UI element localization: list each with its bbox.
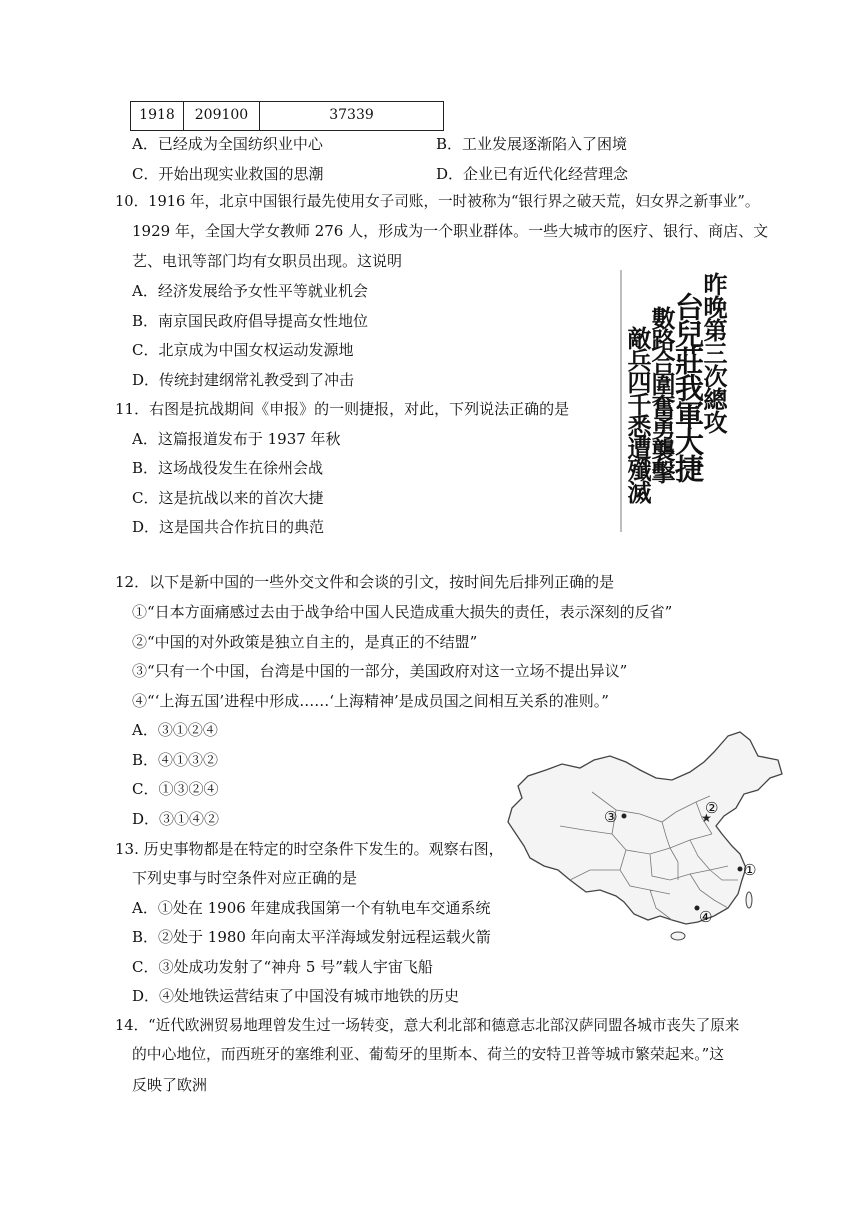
q10-stem-line-1: 10．1916 年，北京中国银行最先使用女子司账，一时被称为“银行界之破天荒，妇女界之新事业”。 xyxy=(115,193,760,210)
newspaper-clipping xyxy=(620,270,727,532)
q12-quote-4: ④“‘上海五国’进程中形成……‘上海精神’是成员国之间相互关系的准则。” xyxy=(132,692,609,710)
table-cell-value-1: 209100 xyxy=(184,102,260,130)
q12-option-a: A．③①②④ xyxy=(132,721,218,739)
map-marker-2: ② xyxy=(705,799,719,817)
table-cell-value-2: 37339 xyxy=(329,107,374,123)
hainan-island xyxy=(671,932,685,940)
q12-quote-3: ③“只有一个中国，台湾是中国的一部分，美国政府对这一立场不提出异议” xyxy=(132,662,628,680)
headline-col-1: 昨晚第三次總攻 xyxy=(699,272,727,433)
china-map xyxy=(500,730,785,945)
q9-option-c: C．开始出现实业救国的思潮 xyxy=(132,165,324,183)
q13-option-b: B．②处于 1980 年向南太平洋海域发射远程运载火箭 xyxy=(132,928,491,946)
q11-option-a: A．这篇报道发布于 1937 年秋 xyxy=(132,430,341,448)
q9-option-b: B．工业发展逐渐陷入了困境 xyxy=(436,135,628,153)
q13-option-a: A．①处在 1906 年建成我国第一个有轨电车交通系统 xyxy=(132,899,491,917)
q9-option-d: D．企业已有近代化经营理念 xyxy=(436,165,629,183)
q10-option-b: B．南京国民政府倡导提高女性地位 xyxy=(132,312,369,330)
q14-stem-line-1: 14．“近代欧洲贸易地理曾发生过一场转变，意大利北部和德意志北部汉萨同盟各城市丧失了原来 xyxy=(115,1017,740,1034)
q11-option-b: B．这场战役发生在徐州会战 xyxy=(132,459,324,477)
q13-stem-line-1: 13. 历史事物都是在特定的时空条件下发生的。观察右图， xyxy=(115,840,504,858)
q12-option-d: D．③①④② xyxy=(132,810,220,828)
q10-option-d: D．传统封建纲常礼教受到了冲击 xyxy=(132,371,355,389)
map-marker-3: ③ xyxy=(604,808,618,826)
headline-col-3: 數路合圍奮勇襲擊 xyxy=(647,306,675,482)
q13-stem-line-2: 下列史事与时空条件对应正确的是 xyxy=(132,869,358,887)
q11-option-d: D．这是国共合作抗日的典范 xyxy=(132,518,325,536)
map-marker-1: ① xyxy=(743,861,757,879)
marker-1-dot xyxy=(738,867,743,872)
headline-col-4: 敵兵四千悉遭殲滅 xyxy=(623,326,651,502)
q12-quote-1: ①“日本方面痛感过去由于战争给中国人民造成重大损失的责任，表示深刻的反省” xyxy=(132,603,673,621)
marker-3-dot xyxy=(622,814,627,819)
q13-option-c: C．③处成功发射了“神舟 5 号”载人宇宙飞船 xyxy=(132,958,433,976)
q10-stem-line-2: 1929 年，全国大学女教师 276 人，形成为一个职业群体。一些大城市的医疗、银行、商店、文 xyxy=(132,222,769,240)
q10-option-a: A．经济发展给予女性平等就业机会 xyxy=(132,282,368,300)
q14-stem-line-2: 的中心地位，而西班牙的塞维利亚、葡萄牙的里斯本、荷兰的安特卫普等城市繁荣起来。”这 xyxy=(132,1046,725,1063)
q10-option-c: C．北京成为中国女权运动发源地 xyxy=(132,341,354,359)
q12-option-b: B．④①③② xyxy=(132,751,219,769)
marker-star-icon: ★ xyxy=(701,811,712,825)
q11-stem: 11．右图是抗战期间《申报》的一则捷报，对此，下列说法正确的是 xyxy=(115,400,570,418)
q12-quote-2: ②“中国的对外政策是独立自主的，是真正的不结盟” xyxy=(132,633,478,651)
q12-option-c: C．①③②④ xyxy=(132,780,219,798)
china-outline xyxy=(508,732,782,924)
data-table-row xyxy=(130,101,444,131)
headline-col-2: 台兒莊我軍大捷 xyxy=(671,292,705,481)
q11-option-c: C．这是抗战以来的首次大捷 xyxy=(132,489,324,507)
q10-stem-line-3: 艺、电讯等部门均有女职员出现。这说明 xyxy=(132,252,403,270)
map-marker-4: ④ xyxy=(699,908,713,926)
q14-stem-line-3: 反映了欧洲 xyxy=(132,1076,208,1094)
q9-option-a: A．已经成为全国纺织业中心 xyxy=(132,135,323,153)
q12-stem: 12．以下是新中国的一些外交文件和会谈的引文，按时间先后排列正确的是 xyxy=(115,573,615,591)
table-cell-year: 1918 xyxy=(131,102,184,130)
q13-option-d: D．④处地铁运营结束了中国没有城市地铁的历史 xyxy=(132,987,460,1005)
taiwan-island xyxy=(746,892,752,908)
